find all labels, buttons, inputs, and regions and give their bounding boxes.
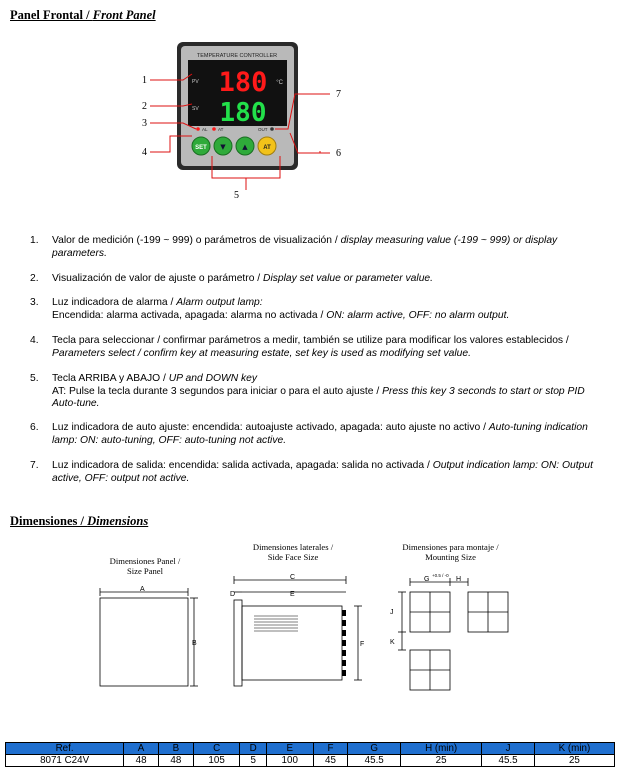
column-header: A bbox=[124, 743, 159, 755]
dim-g-label: G bbox=[424, 576, 430, 583]
table-cell: 48 bbox=[158, 755, 193, 767]
table-cell: 100 bbox=[266, 755, 313, 767]
unit-label: °C bbox=[276, 80, 283, 86]
list-item-text-es: Luz indicadora de alarma / bbox=[52, 297, 177, 308]
panel-size-label-es: Dimensiones Panel / bbox=[109, 556, 181, 566]
sv-display: 180 bbox=[219, 98, 267, 128]
list-item-text-en: Press this key 3 seconds to start or stop PID Auto-tune. bbox=[52, 385, 585, 410]
column-header: E bbox=[266, 743, 313, 755]
table-cell: 105 bbox=[193, 755, 240, 767]
list-item-text-en: display measuring value (-199 ~ 999) or display parameters. bbox=[52, 235, 558, 259]
list-item-number: 2. bbox=[30, 273, 39, 284]
table-cell: 45 bbox=[313, 755, 348, 767]
list-item-text-es: Encendida: alarma activada, apagada: alarma no activada / bbox=[52, 309, 327, 321]
list-item-number: 6. bbox=[30, 422, 39, 433]
pv-display: 180 bbox=[218, 67, 268, 98]
table-cell: 25 bbox=[401, 755, 482, 767]
alarm-led bbox=[196, 127, 200, 131]
list-item-text-es: Visualización de valor de ajuste o parámetro / bbox=[52, 273, 264, 284]
table-cell: 25 bbox=[534, 755, 614, 767]
list-item-text-en: Auto-tuning indication lamp: ON: auto-tuning, OFF: auto-tuning not active. bbox=[52, 422, 588, 446]
callout-4: 4 bbox=[142, 147, 147, 158]
front-panel-title bbox=[10, 8, 156, 23]
sv-label: SV bbox=[192, 106, 199, 112]
dim-g-tolerance: +0.5 / -0 bbox=[432, 573, 449, 578]
mounting-size-label-es: Dimensiones para montaje / bbox=[402, 542, 499, 552]
dim-c-label: C bbox=[290, 574, 296, 581]
table-row bbox=[6, 755, 615, 767]
at-button-label: AT bbox=[263, 145, 271, 151]
dim-h-label: H bbox=[456, 576, 462, 583]
list-item-number: 3. bbox=[30, 297, 39, 308]
up-arrow-icon: ▲ bbox=[242, 143, 248, 151]
front-panel-title-en: Front Panel bbox=[92, 8, 156, 22]
callout-2: 2 bbox=[142, 101, 147, 112]
list-item-text-en: UP and DOWN key bbox=[168, 373, 258, 384]
out-led bbox=[270, 127, 274, 131]
column-header: Ref. bbox=[6, 743, 124, 755]
list-item-number: 7. bbox=[30, 460, 39, 471]
column-header: C bbox=[193, 743, 240, 755]
mounting-size-label-en: Mounting Size bbox=[425, 552, 476, 562]
column-header: H (min) bbox=[401, 743, 482, 755]
side-face-drawing bbox=[228, 572, 368, 692]
side-size-label-es: Dimensiones laterales / bbox=[252, 542, 334, 552]
list-item-number: 5. bbox=[30, 373, 39, 384]
column-header: F bbox=[313, 743, 348, 755]
spec-table-header-row bbox=[6, 743, 615, 755]
down-arrow-icon: ▼ bbox=[220, 143, 226, 151]
front-panel-title-es: Panel Frontal / bbox=[10, 8, 93, 22]
out-led-label: OUT bbox=[258, 127, 268, 132]
callout-6: 6 bbox=[336, 148, 341, 159]
dimensions-title-es: Dimensiones / bbox=[10, 514, 88, 528]
callout-7: 7 bbox=[336, 89, 341, 100]
dim-b-label: B bbox=[192, 640, 197, 647]
list-item-text-es: Tecla ARRIBA y ABAJO / bbox=[52, 373, 169, 384]
side-front-flange bbox=[234, 600, 242, 686]
list-item-text-en: ON: alarm active, OFF: no alarm output. bbox=[326, 309, 510, 321]
list-item-text-en: Display set value or parameter value. bbox=[263, 273, 434, 284]
callout-1: 1 bbox=[142, 75, 147, 86]
list-item-text-en: Alarm output lamp: bbox=[176, 297, 263, 308]
panel-size-label-en: Size Panel bbox=[126, 566, 164, 576]
panel-size-label bbox=[90, 556, 200, 576]
list-item-number: 1. bbox=[30, 235, 39, 246]
list-item-number: 4. bbox=[30, 335, 39, 346]
column-header: B bbox=[158, 743, 193, 755]
side-body bbox=[242, 606, 342, 680]
panel-size-drawing bbox=[90, 582, 210, 692]
at-led-label: AT bbox=[218, 127, 224, 132]
table-cell: 45.5 bbox=[348, 755, 401, 767]
list-item-text-es: AT: Pulse la tecla durante 3 segundos para iniciar o para el auto ajuste / bbox=[52, 385, 383, 397]
spec-table bbox=[5, 742, 615, 767]
set-button-label: SET bbox=[195, 145, 207, 151]
dim-f-label: F bbox=[360, 641, 365, 648]
dim-k-label: K bbox=[390, 639, 395, 646]
side-size-label-en: Side Face Size bbox=[267, 552, 319, 562]
at-led bbox=[212, 127, 216, 131]
dim-e-label: E bbox=[290, 591, 295, 598]
list-item-text-en: Output indication lamp: ON: Output active, OFF: output not active. bbox=[52, 460, 593, 484]
list-item-text-en: Parameters select / confirm key at measuring estate, set key is used as modifying set value. bbox=[52, 347, 471, 359]
callout-5: 5 bbox=[234, 190, 239, 201]
mounting-size-label bbox=[388, 542, 513, 562]
table-cell: 45.5 bbox=[482, 755, 535, 767]
column-header: J bbox=[482, 743, 535, 755]
controller-illustration bbox=[130, 38, 360, 203]
alarm-led-label: AL bbox=[202, 127, 208, 132]
column-header: K (min) bbox=[534, 743, 614, 755]
side-size-label bbox=[228, 542, 358, 562]
dim-d-label: D bbox=[230, 591, 236, 598]
callout-3: 3 bbox=[142, 118, 147, 129]
column-header: G bbox=[348, 743, 401, 755]
dimensions-title bbox=[10, 514, 148, 529]
list-item-text-es: Valor de medición (-199 ~ 999) o parámetros de visualización / bbox=[52, 235, 341, 246]
device-header-text: TEMPERATURE CONTROLLER bbox=[196, 53, 278, 59]
table-cell: 8071 C24V bbox=[6, 755, 124, 767]
list-item-text-es: Luz indicadora de auto ajuste: encendida: autoajuste activado, apagada: auto ajuste no activo / bbox=[52, 422, 489, 433]
table-cell: 48 bbox=[124, 755, 159, 767]
dim-a-label: A bbox=[140, 586, 145, 593]
list-item-text-es: Luz indicadora de salida: encendida: salida activada, apagada: salida no activada / bbox=[52, 460, 433, 471]
panel-outline bbox=[100, 598, 188, 686]
pv-label: PV bbox=[192, 79, 199, 85]
list-item-text-es: Tecla para seleccionar / confirmar parámetros a medir, también se utilize para modificar los valores establecidos / bbox=[52, 335, 569, 346]
mounting-size-drawing bbox=[388, 572, 518, 692]
column-header: D bbox=[240, 743, 266, 755]
dimensions-title-en: Dimensions bbox=[87, 514, 149, 528]
dim-j-label: J bbox=[390, 609, 394, 616]
table-cell: 5 bbox=[240, 755, 266, 767]
